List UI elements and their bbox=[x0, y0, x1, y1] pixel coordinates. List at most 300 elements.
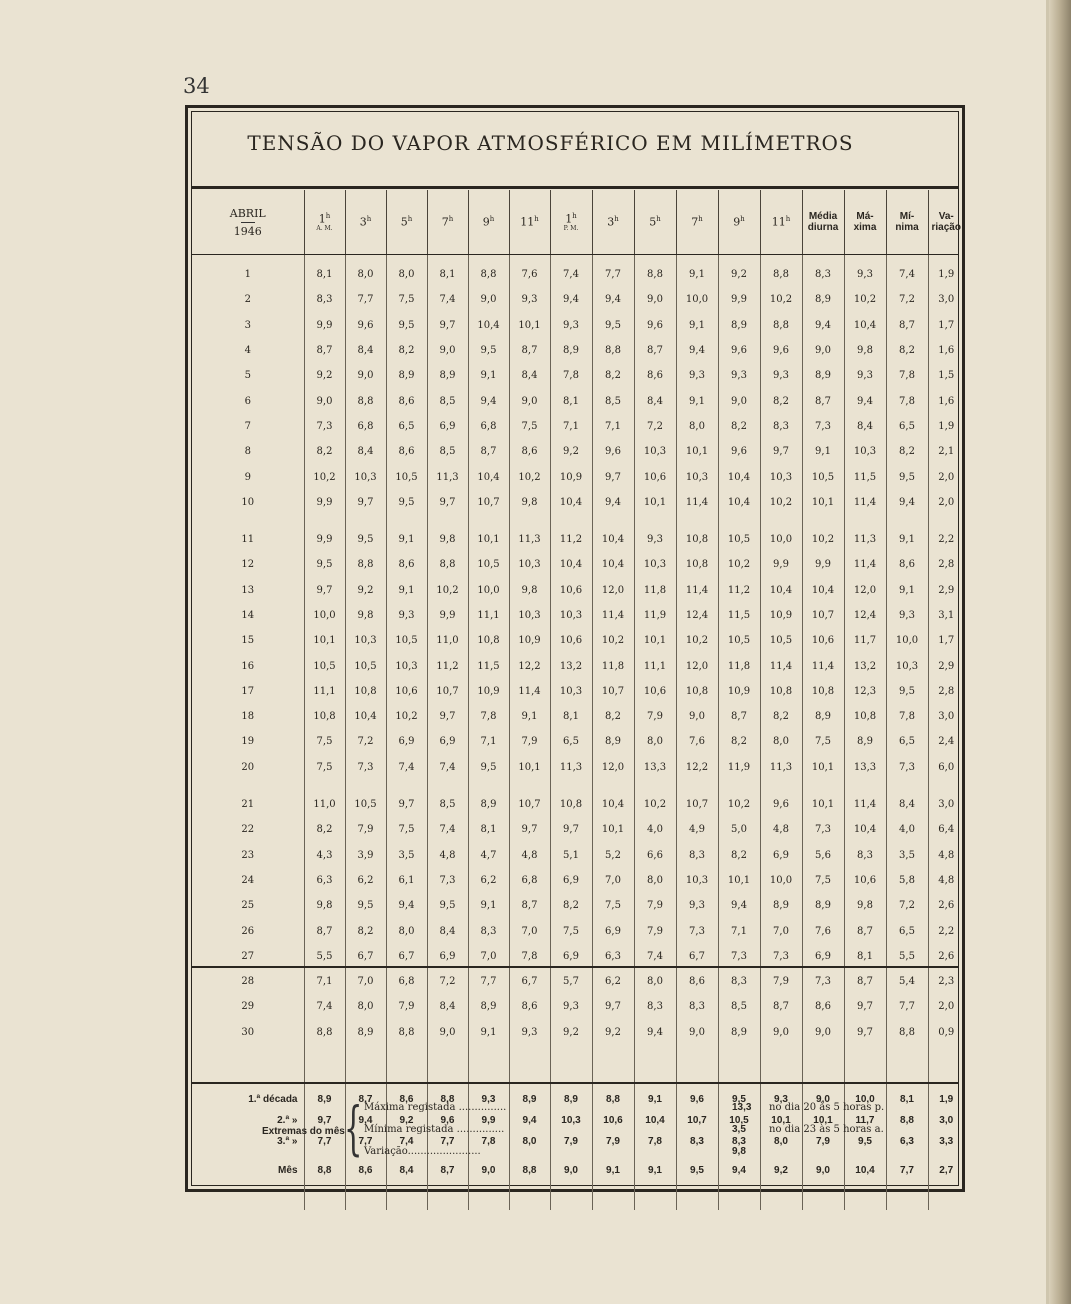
value-cell: 9,0 bbox=[760, 1020, 802, 1045]
spacer-cell bbox=[718, 515, 760, 527]
summary-value: 10,6 bbox=[592, 1110, 634, 1131]
value-cell: 5,8 bbox=[886, 868, 928, 893]
value-cell: 7,4 bbox=[886, 262, 928, 287]
spacer-cell bbox=[676, 515, 718, 527]
value-cell: 9,4 bbox=[386, 893, 427, 918]
value-cell: 7,3 bbox=[345, 755, 386, 780]
value-cell: 10,4 bbox=[468, 464, 509, 489]
value-cell: 13,2 bbox=[550, 653, 592, 678]
value-cell: 8,7 bbox=[802, 388, 844, 413]
value-cell: 10,2 bbox=[634, 792, 676, 817]
value-cell: 8,1 bbox=[550, 704, 592, 729]
value-cell: 7,4 bbox=[427, 755, 468, 780]
value-cell: 9,8 bbox=[844, 893, 886, 918]
value-cell: 10,2 bbox=[676, 628, 718, 653]
table-row bbox=[192, 490, 964, 515]
value-cell: 11,4 bbox=[844, 792, 886, 817]
table-row bbox=[192, 653, 964, 678]
header-row bbox=[192, 190, 964, 254]
value-cell: 9,0 bbox=[634, 287, 676, 312]
value-cell: 6,5 bbox=[386, 414, 427, 439]
hour-sup: h bbox=[448, 215, 454, 224]
value-cell: 8,9 bbox=[844, 729, 886, 754]
value-cell: 10,7 bbox=[676, 792, 718, 817]
value-cell: 11,2 bbox=[550, 527, 592, 552]
value-cell: 9,9 bbox=[304, 527, 345, 552]
hour-label: 11 bbox=[520, 215, 535, 229]
value-cell: 11,8 bbox=[718, 653, 760, 678]
value-cell: 8,4 bbox=[509, 363, 550, 388]
value-cell: 9,3 bbox=[844, 262, 886, 287]
value-cell: 9,1 bbox=[886, 578, 928, 603]
value-cell: 8,6 bbox=[886, 552, 928, 577]
value-cell: 3,5 bbox=[886, 843, 928, 868]
day-cell: 3 bbox=[244, 319, 251, 331]
value-cell: 10,4 bbox=[592, 552, 634, 577]
value-cell: 9,0 bbox=[427, 1020, 468, 1045]
summary-value: 9,0 bbox=[802, 1152, 844, 1190]
extremas-var-row bbox=[364, 1146, 746, 1164]
value-cell: 6,7 bbox=[345, 944, 386, 969]
value-cell: 10,3 bbox=[550, 603, 592, 628]
value-cell: 9,1 bbox=[802, 439, 844, 464]
value-cell: 10,2 bbox=[718, 552, 760, 577]
hour-label: 9 bbox=[733, 215, 741, 229]
summary-value: 9,7 bbox=[304, 1110, 345, 1131]
value-cell: 7,3 bbox=[718, 944, 760, 969]
spacer-row bbox=[192, 515, 964, 527]
value-cell: 8,0 bbox=[386, 918, 427, 943]
spacer-cell bbox=[886, 515, 928, 527]
spacer-cell bbox=[760, 254, 802, 262]
day-cell: 28 bbox=[241, 976, 255, 988]
summary-value: 8,3 bbox=[676, 1131, 718, 1152]
value-cell: 11,9 bbox=[718, 755, 760, 780]
value-cell: 10,3 bbox=[760, 464, 802, 489]
table-row bbox=[192, 704, 964, 729]
day-cell: 14 bbox=[241, 610, 255, 621]
value-cell: 10,3 bbox=[844, 439, 886, 464]
value-cell: 2,6 bbox=[928, 893, 964, 918]
spacer-cell bbox=[427, 780, 468, 792]
value-cell: 9,7 bbox=[427, 704, 468, 729]
value-cell: 10,7 bbox=[468, 490, 509, 515]
value-cell: 9,0 bbox=[509, 388, 550, 413]
value-cell: 7,9 bbox=[634, 704, 676, 729]
day-cell: 13 bbox=[241, 584, 255, 596]
value-cell: 3,0 bbox=[928, 792, 964, 817]
value-cell: 10,8 bbox=[676, 679, 718, 704]
summary-value: 7,7 bbox=[345, 1131, 386, 1152]
summary-value: 9,2 bbox=[386, 1110, 427, 1131]
value-cell: 9,3 bbox=[886, 603, 928, 628]
value-cell: 9,5 bbox=[468, 338, 509, 363]
value-cell: 10,2 bbox=[427, 578, 468, 603]
extremas-divider bbox=[192, 1082, 958, 1084]
header-hour-7am bbox=[427, 190, 468, 254]
value-cell: 8,9 bbox=[550, 338, 592, 363]
value-cell: 9,7 bbox=[304, 578, 345, 603]
value-cell: 10,6 bbox=[634, 464, 676, 489]
spacer-cell bbox=[509, 780, 550, 792]
summary-value: 1,9 bbox=[928, 1089, 964, 1110]
value-cell: 8,8 bbox=[634, 262, 676, 287]
value-cell: 1,5 bbox=[928, 363, 964, 388]
value-cell: 4,8 bbox=[509, 843, 550, 868]
value-cell: 10,1 bbox=[802, 755, 844, 780]
summary-value: 9,5 bbox=[844, 1131, 886, 1152]
spacer-cell bbox=[304, 515, 345, 527]
summary-label: 3.ª » bbox=[277, 1135, 298, 1147]
min-label: Mínima registada ............... bbox=[364, 1124, 505, 1135]
value-cell: 10,5 bbox=[304, 653, 345, 678]
summary-value: 8,0 bbox=[760, 1131, 802, 1152]
value-cell: 4,8 bbox=[928, 868, 964, 893]
spacer-cell bbox=[386, 254, 427, 262]
value-cell: 10,3 bbox=[345, 628, 386, 653]
spacer-cell bbox=[386, 780, 427, 792]
table-row bbox=[192, 578, 964, 603]
value-cell: 11,0 bbox=[427, 628, 468, 653]
spacer-cell bbox=[718, 1190, 760, 1210]
value-cell: 9,0 bbox=[345, 363, 386, 388]
value-cell: 5,4 bbox=[886, 969, 928, 994]
value-cell: 11,1 bbox=[468, 603, 509, 628]
value-cell: 8,9 bbox=[760, 893, 802, 918]
value-cell: 10,1 bbox=[634, 628, 676, 653]
value-cell: 10,4 bbox=[550, 490, 592, 515]
value-cell: 9,1 bbox=[676, 262, 718, 287]
value-cell: 7,5 bbox=[802, 729, 844, 754]
value-cell: 4,8 bbox=[427, 843, 468, 868]
day-cell: 10 bbox=[241, 496, 255, 508]
value-cell: 11,4 bbox=[844, 552, 886, 577]
value-cell: 8,5 bbox=[718, 994, 760, 1019]
value-cell: 7,5 bbox=[592, 893, 634, 918]
value-cell: 8,6 bbox=[509, 439, 550, 464]
table-row bbox=[192, 464, 964, 489]
value-cell: 10,8 bbox=[304, 704, 345, 729]
value-cell: 8,3 bbox=[468, 918, 509, 943]
value-cell: 8,9 bbox=[592, 729, 634, 754]
header-hour-1am bbox=[304, 190, 345, 254]
value-cell: 11,3 bbox=[844, 527, 886, 552]
day-cell: 17 bbox=[241, 685, 255, 697]
table-row bbox=[192, 628, 964, 653]
value-cell: 8,6 bbox=[386, 439, 427, 464]
value-cell: 7,3 bbox=[760, 944, 802, 969]
value-cell: 12,0 bbox=[592, 755, 634, 780]
value-cell: 8,2 bbox=[760, 704, 802, 729]
spacer-cell bbox=[592, 254, 634, 262]
table-row bbox=[192, 552, 964, 577]
value-cell: 9,3 bbox=[718, 363, 760, 388]
value-cell: 10,3 bbox=[634, 552, 676, 577]
hour-sup: h bbox=[698, 215, 703, 224]
value-cell: 9,2 bbox=[304, 363, 345, 388]
value-cell: 10,8 bbox=[760, 679, 802, 704]
value-cell: 8,6 bbox=[509, 994, 550, 1019]
value-cell: 8,5 bbox=[592, 388, 634, 413]
value-cell: 5,5 bbox=[304, 944, 345, 969]
value-cell: 9,5 bbox=[886, 679, 928, 704]
value-cell: 7,2 bbox=[886, 287, 928, 312]
value-cell: 9,3 bbox=[509, 1020, 550, 1045]
value-cell: 10,0 bbox=[886, 628, 928, 653]
value-cell: 11,5 bbox=[718, 603, 760, 628]
table-row bbox=[192, 792, 964, 817]
value-cell: 8,3 bbox=[718, 969, 760, 994]
value-cell: 8,7 bbox=[304, 918, 345, 943]
value-cell: 9,4 bbox=[550, 287, 592, 312]
value-cell: 10,5 bbox=[345, 653, 386, 678]
spacer-cell bbox=[468, 515, 509, 527]
day-cell: 24 bbox=[241, 874, 255, 886]
value-cell: 9,8 bbox=[345, 603, 386, 628]
value-cell: 10,1 bbox=[509, 755, 550, 780]
value-cell: 10,4 bbox=[550, 552, 592, 577]
value-cell: 1,6 bbox=[928, 338, 964, 363]
value-cell: 7,9 bbox=[509, 729, 550, 754]
value-cell: 7,1 bbox=[304, 969, 345, 994]
value-cell: 9,7 bbox=[550, 817, 592, 842]
table-row bbox=[192, 363, 964, 388]
summary-label: Mês bbox=[278, 1165, 298, 1177]
value-cell: 8,9 bbox=[802, 704, 844, 729]
value-cell: 2,2 bbox=[928, 527, 964, 552]
max-value: 13,3 bbox=[732, 1102, 752, 1113]
hour-label: 3 bbox=[607, 215, 615, 229]
value-cell: 7,7 bbox=[345, 287, 386, 312]
spacer-cell bbox=[676, 780, 718, 792]
value-cell: 9,0 bbox=[468, 287, 509, 312]
header-hour-3am bbox=[345, 190, 386, 254]
spacer-cell bbox=[802, 515, 844, 527]
value-cell: 5,0 bbox=[718, 817, 760, 842]
min-line1: Mí- bbox=[899, 211, 915, 222]
value-cell: 9,1 bbox=[468, 893, 509, 918]
value-cell: 8,8 bbox=[427, 552, 468, 577]
value-cell: 10,8 bbox=[844, 704, 886, 729]
header-variacao bbox=[928, 190, 964, 254]
value-cell: 9,7 bbox=[844, 1020, 886, 1045]
value-cell: 9,3 bbox=[634, 527, 676, 552]
value-cell: 7,6 bbox=[509, 262, 550, 287]
value-cell: 8,4 bbox=[345, 338, 386, 363]
header-maxima bbox=[844, 190, 886, 254]
spacer-cell bbox=[676, 254, 718, 262]
summary-value: 8,8 bbox=[509, 1152, 550, 1190]
title-divider bbox=[192, 186, 958, 189]
spacer-cell bbox=[760, 1190, 802, 1210]
spacer-cell bbox=[550, 780, 592, 792]
value-cell: 10,6 bbox=[386, 679, 427, 704]
value-cell: 9,5 bbox=[386, 313, 427, 338]
value-cell: 4,0 bbox=[634, 817, 676, 842]
value-cell: 9,6 bbox=[760, 338, 802, 363]
header-hour-7pm bbox=[676, 190, 718, 254]
value-cell: 9,4 bbox=[468, 388, 509, 413]
page-number: 34 bbox=[183, 74, 210, 98]
value-cell: 9,6 bbox=[634, 313, 676, 338]
value-cell: 10,3 bbox=[886, 653, 928, 678]
table-row bbox=[192, 994, 964, 1019]
value-cell: 9,4 bbox=[676, 338, 718, 363]
value-cell: 10,2 bbox=[304, 464, 345, 489]
table-row bbox=[192, 603, 964, 628]
value-cell: 9,5 bbox=[427, 893, 468, 918]
value-cell: 10,0 bbox=[468, 578, 509, 603]
value-cell: 3,0 bbox=[928, 287, 964, 312]
value-cell: 10,6 bbox=[550, 628, 592, 653]
value-cell: 1,7 bbox=[928, 313, 964, 338]
summary-value: 7,9 bbox=[592, 1131, 634, 1152]
value-cell: 8,8 bbox=[760, 262, 802, 287]
value-cell: 2,6 bbox=[928, 944, 964, 969]
value-cell: 2,4 bbox=[928, 729, 964, 754]
spacer-cell bbox=[386, 515, 427, 527]
value-cell: 7,5 bbox=[386, 817, 427, 842]
header-hour-1pm bbox=[550, 190, 592, 254]
value-cell: 10,2 bbox=[802, 527, 844, 552]
value-cell: 9,7 bbox=[345, 490, 386, 515]
day-cell: 22 bbox=[241, 824, 255, 836]
value-cell: 8,1 bbox=[550, 388, 592, 413]
value-cell: 8,8 bbox=[386, 1020, 427, 1045]
summary-value: 8,9 bbox=[509, 1089, 550, 1110]
value-cell: 10,5 bbox=[718, 527, 760, 552]
value-cell: 8,2 bbox=[718, 843, 760, 868]
header-minima bbox=[886, 190, 928, 254]
value-cell: 8,8 bbox=[345, 388, 386, 413]
value-cell: 10,4 bbox=[718, 490, 760, 515]
summary-value: 9,9 bbox=[468, 1110, 509, 1131]
spacer-cell bbox=[192, 254, 304, 262]
value-cell: 8,7 bbox=[844, 918, 886, 943]
spacer-row bbox=[192, 780, 964, 792]
value-cell: 6,7 bbox=[509, 969, 550, 994]
spacer-cell bbox=[802, 780, 844, 792]
value-cell: 7,3 bbox=[802, 817, 844, 842]
value-cell: 6,5 bbox=[550, 729, 592, 754]
book-spine-shadow bbox=[1049, 0, 1071, 1304]
table-row bbox=[192, 287, 964, 312]
value-cell: 11,1 bbox=[634, 653, 676, 678]
value-cell: 10,5 bbox=[718, 628, 760, 653]
page-edge bbox=[1046, 0, 1049, 1304]
value-cell: 8,2 bbox=[345, 918, 386, 943]
hour-label: 1 bbox=[318, 212, 326, 226]
value-cell: 7,3 bbox=[676, 918, 718, 943]
spacer-cell bbox=[886, 1190, 928, 1210]
value-cell: 10,4 bbox=[802, 578, 844, 603]
summary-value: 9,3 bbox=[468, 1089, 509, 1110]
extremas-section bbox=[192, 1094, 958, 1167]
value-cell: 8,9 bbox=[718, 1020, 760, 1045]
table-row bbox=[192, 262, 964, 287]
value-cell: 9,3 bbox=[676, 893, 718, 918]
value-cell: 8,8 bbox=[304, 1020, 345, 1045]
value-cell: 9,3 bbox=[386, 603, 427, 628]
value-cell: 7,8 bbox=[509, 944, 550, 969]
spacer-cell bbox=[886, 780, 928, 792]
value-cell: 4,7 bbox=[468, 843, 509, 868]
pm-label: P. M. bbox=[563, 225, 579, 233]
value-cell: 9,0 bbox=[304, 388, 345, 413]
value-cell: 11,4 bbox=[509, 679, 550, 704]
value-cell: 10,4 bbox=[592, 792, 634, 817]
value-cell: 8,4 bbox=[634, 388, 676, 413]
summary-value: 9,5 bbox=[718, 1089, 760, 1110]
summary-value: 10,0 bbox=[844, 1089, 886, 1110]
value-cell: 10,4 bbox=[345, 704, 386, 729]
value-cell: 10,1 bbox=[468, 527, 509, 552]
header-hour-9pm bbox=[718, 190, 760, 254]
value-cell: 10,2 bbox=[844, 287, 886, 312]
value-cell: 6,9 bbox=[592, 918, 634, 943]
summary-value: 8,9 bbox=[304, 1089, 345, 1110]
value-cell: 9,5 bbox=[468, 755, 509, 780]
daily-rows bbox=[192, 254, 964, 1210]
value-cell: 8,0 bbox=[634, 729, 676, 754]
value-cell: 11,5 bbox=[468, 653, 509, 678]
spacer-cell bbox=[550, 515, 592, 527]
value-cell: 10,8 bbox=[802, 679, 844, 704]
value-cell: 9,9 bbox=[718, 287, 760, 312]
value-cell: 9,2 bbox=[592, 1020, 634, 1045]
value-cell: 9,8 bbox=[509, 490, 550, 515]
value-cell: 2,8 bbox=[928, 679, 964, 704]
value-cell: 8,2 bbox=[550, 893, 592, 918]
value-cell: 8,9 bbox=[718, 313, 760, 338]
summary-label: 2.ª » bbox=[277, 1114, 298, 1126]
spacer-row bbox=[192, 1190, 964, 1210]
value-cell: 10,0 bbox=[676, 287, 718, 312]
value-cell: 7,5 bbox=[509, 414, 550, 439]
value-cell: 9,4 bbox=[592, 287, 634, 312]
value-cell: 12,4 bbox=[676, 603, 718, 628]
summary-value: 10,1 bbox=[760, 1110, 802, 1131]
value-cell: 3,1 bbox=[928, 603, 964, 628]
value-cell: 6,7 bbox=[676, 944, 718, 969]
value-cell: 6,8 bbox=[509, 868, 550, 893]
value-cell: 10,6 bbox=[844, 868, 886, 893]
value-cell: 0,9 bbox=[928, 1020, 964, 1045]
day-cell: 1 bbox=[244, 269, 251, 281]
value-cell: 10,7 bbox=[509, 792, 550, 817]
value-cell: 8,0 bbox=[634, 868, 676, 893]
spacer-cell bbox=[192, 780, 304, 792]
value-cell: 10,5 bbox=[760, 628, 802, 653]
hour-sup: h bbox=[785, 215, 791, 224]
hour-label: 5 bbox=[400, 215, 408, 229]
spacer-cell bbox=[468, 1190, 509, 1210]
value-cell: 7,3 bbox=[304, 414, 345, 439]
summary-value: 6,3 bbox=[886, 1131, 928, 1152]
value-cell: 11,4 bbox=[592, 603, 634, 628]
value-cell: 8,5 bbox=[427, 439, 468, 464]
value-cell: 8,4 bbox=[345, 439, 386, 464]
value-cell: 9,3 bbox=[509, 287, 550, 312]
spacer-cell bbox=[928, 515, 964, 527]
value-cell: 10,7 bbox=[802, 603, 844, 628]
spacer-cell bbox=[304, 254, 345, 262]
value-cell: 7,2 bbox=[886, 893, 928, 918]
value-cell: 6,9 bbox=[386, 729, 427, 754]
value-cell: 2,3 bbox=[928, 969, 964, 994]
spacer-cell bbox=[718, 254, 760, 262]
value-cell: 12,0 bbox=[844, 578, 886, 603]
